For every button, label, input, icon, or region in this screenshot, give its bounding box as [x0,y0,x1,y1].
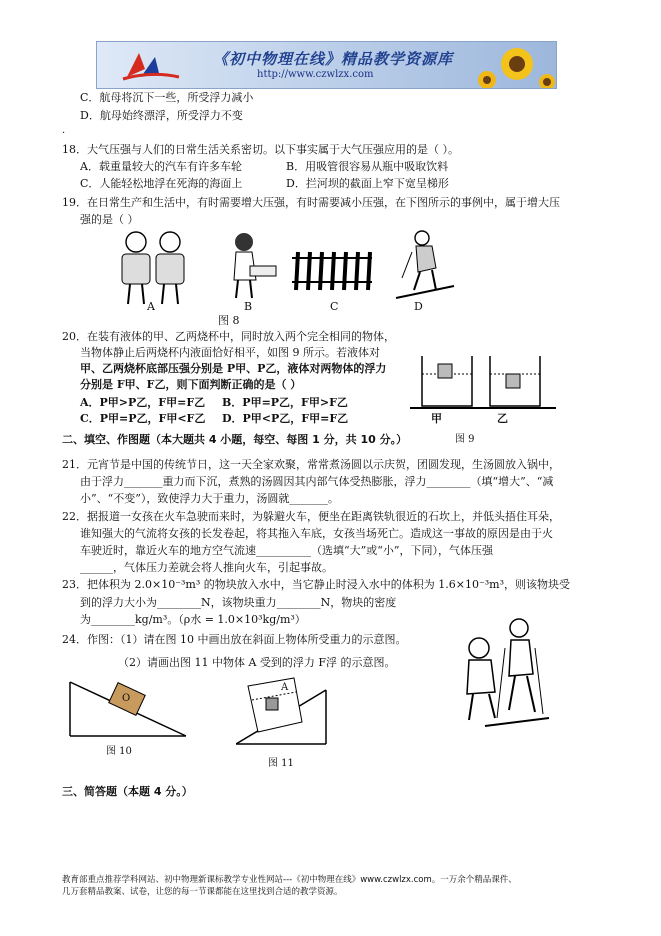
figure8-label-d: D [414,300,423,313]
page-footer [62,874,622,898]
q22-line4: ______，气体压力差就会将人推向火车，引起事故。 [80,561,333,574]
figure8-caption: 图 8 [218,314,240,327]
figure9-label-yi: 乙 [497,412,508,425]
q21-line3: 小”、“不变”），致使浮力大于重力，汤圆就_______。 [80,492,339,505]
q17-option-c: C．航母将沉下一些，所受浮力减小 [80,91,254,104]
section3-heading: 三、简答题（本题 4 分。） [62,785,193,798]
figure8-a-backpack-kids [108,228,198,308]
figure9-label-jia: 甲 [431,412,442,425]
q20-line4: 分别是 F甲、F乙，则下面判断正确的是（ ） [80,378,302,391]
sunflower-icon [477,42,557,88]
q24-line2: （2）请画出图 11 中物体 A 受到的浮力 F浮 的示意图。 [118,656,396,669]
figure10-caption: 图 10 [106,746,132,757]
header-banner [96,41,557,89]
q20-option-b: B．P甲=P乙，F甲>F乙 [222,396,348,409]
figure8-c-railway-track [290,248,374,294]
q20-line2: 当物体静止后两烧杯内液面恰好相平，如图 9 所示。若液体对 [80,346,380,359]
q18-option-c: C．人能轻松地浮在死海的海面上 [80,177,243,190]
footer-line2: 几万套精品教案、试卷，让您的每一节课都能在这里找到合适的教学资源。 [62,887,343,897]
q22-line1: 22．据报道一女孩在火车急驶而来时，为躲避火车，便坐在距离铁轨很近的石坎上，并低头捂住耳朵， [62,510,560,523]
figure8-label-c: C [330,300,339,313]
figure10-label-o: O [122,693,131,704]
figure9-caption: 图 9 [455,434,475,445]
figure8-d-skier [392,228,460,304]
footer-line1: 教育部重点推荐学科网站、初中物理新课标教学专业性网站---《初中物理在线》www.czwlzx.com。一万余个精品课件、 [62,875,517,885]
q18-option-a: A．载重量较大的汽车有许多车轮 [80,160,242,173]
q17-option-d: D．航母始终漂浮，所受浮力不变 [80,109,243,122]
figure9-beakers [410,352,556,412]
q19-stem-line2: 强的是（ ） [80,213,139,226]
q24-line1: 24．作图：（1）请在图 10 中画出放在斜面上物体所受重力的示意图。 [62,633,407,646]
figure11-label-a: A [281,682,289,693]
figure11-caption: 图 11 [268,758,294,769]
q20-option-d: D．P甲<P乙，F甲=F乙 [222,412,349,425]
section2-heading: 二、填空、作图题（本大题共 4 小题，每空、每图 1 分，共 10 分。） [62,433,408,446]
q22-line2: 谁知强大的气流将女孩的长发卷起，将其拖入车底，女孩当场死亡。造成这一事故的原因是由于火 [80,527,553,540]
q20-line1: 20．在装有液体的甲、乙两烧杯中，同时放入两个完全相同的物体， [62,330,395,343]
q23-line3: 为________kg/m³。（ρ水 = 1.0×10³kg/m³） [80,613,306,626]
q18-option-b: B．用吸管很容易从瓶中吸取饮料 [286,160,449,173]
logo-icon [121,47,181,83]
skiers-illustration [455,614,551,732]
q20-line3: 甲、乙两烧杯底部压强分别是 P甲、P乙，液体对两物体的浮力 [80,362,387,375]
q19-stem-line1: 19．在日常生产和生活中，有时需要增大压强，有时需要减小压强，在下图所示的事例中，属于增大压 [62,196,560,209]
q21-line2: 由于浮力_______重力而下沉，煮熟的汤圆因其内部气体受热膨胀，浮力________（填“增大”、“减 [80,475,554,488]
figure10-incline [66,676,188,742]
figure8-label-a: A [147,300,155,313]
stray-dot: . [62,125,66,136]
q21-line1: 21．元宵节是中国的传统节日，这一天全家欢聚，常常煮汤圆以示庆贺，团圆发现，生汤圆放入锅中， [62,458,560,471]
figure8-label-b: B [244,300,253,313]
q18-stem: 18．大气压强与人们的日常生活关系密切。以下事实属于大气压强应用的是（ ）。 [62,143,459,156]
banner-title: 《初中物理在线》精品教学资源库 [213,50,454,68]
q18-option-d: D．拦河坝的截面上窄下宽呈梯形 [286,177,449,190]
q22-line3: 车驶近时，靠近火车的地方空气流速__________（选填“大”或“小”，下同），气体压强 [80,544,493,557]
q20-option-a: A．P甲>P乙，F甲=F乙 [80,396,206,409]
q23-line1: 23．把体积为 2.0×10⁻³m³ 的物块放入水中，当它静止时浸入水中的体积为 1.6×10⁻³m³，则该物块受 [62,578,571,591]
banner-url: http://www.czwlzx.com [257,69,374,80]
q20-option-c: C．P甲=P乙，F甲<F乙 [80,412,206,425]
figure8-b-cutting-girl [222,230,282,300]
q23-line2: 到的浮力大小为________N，该物块重力________N，物块的密度 [80,596,397,609]
